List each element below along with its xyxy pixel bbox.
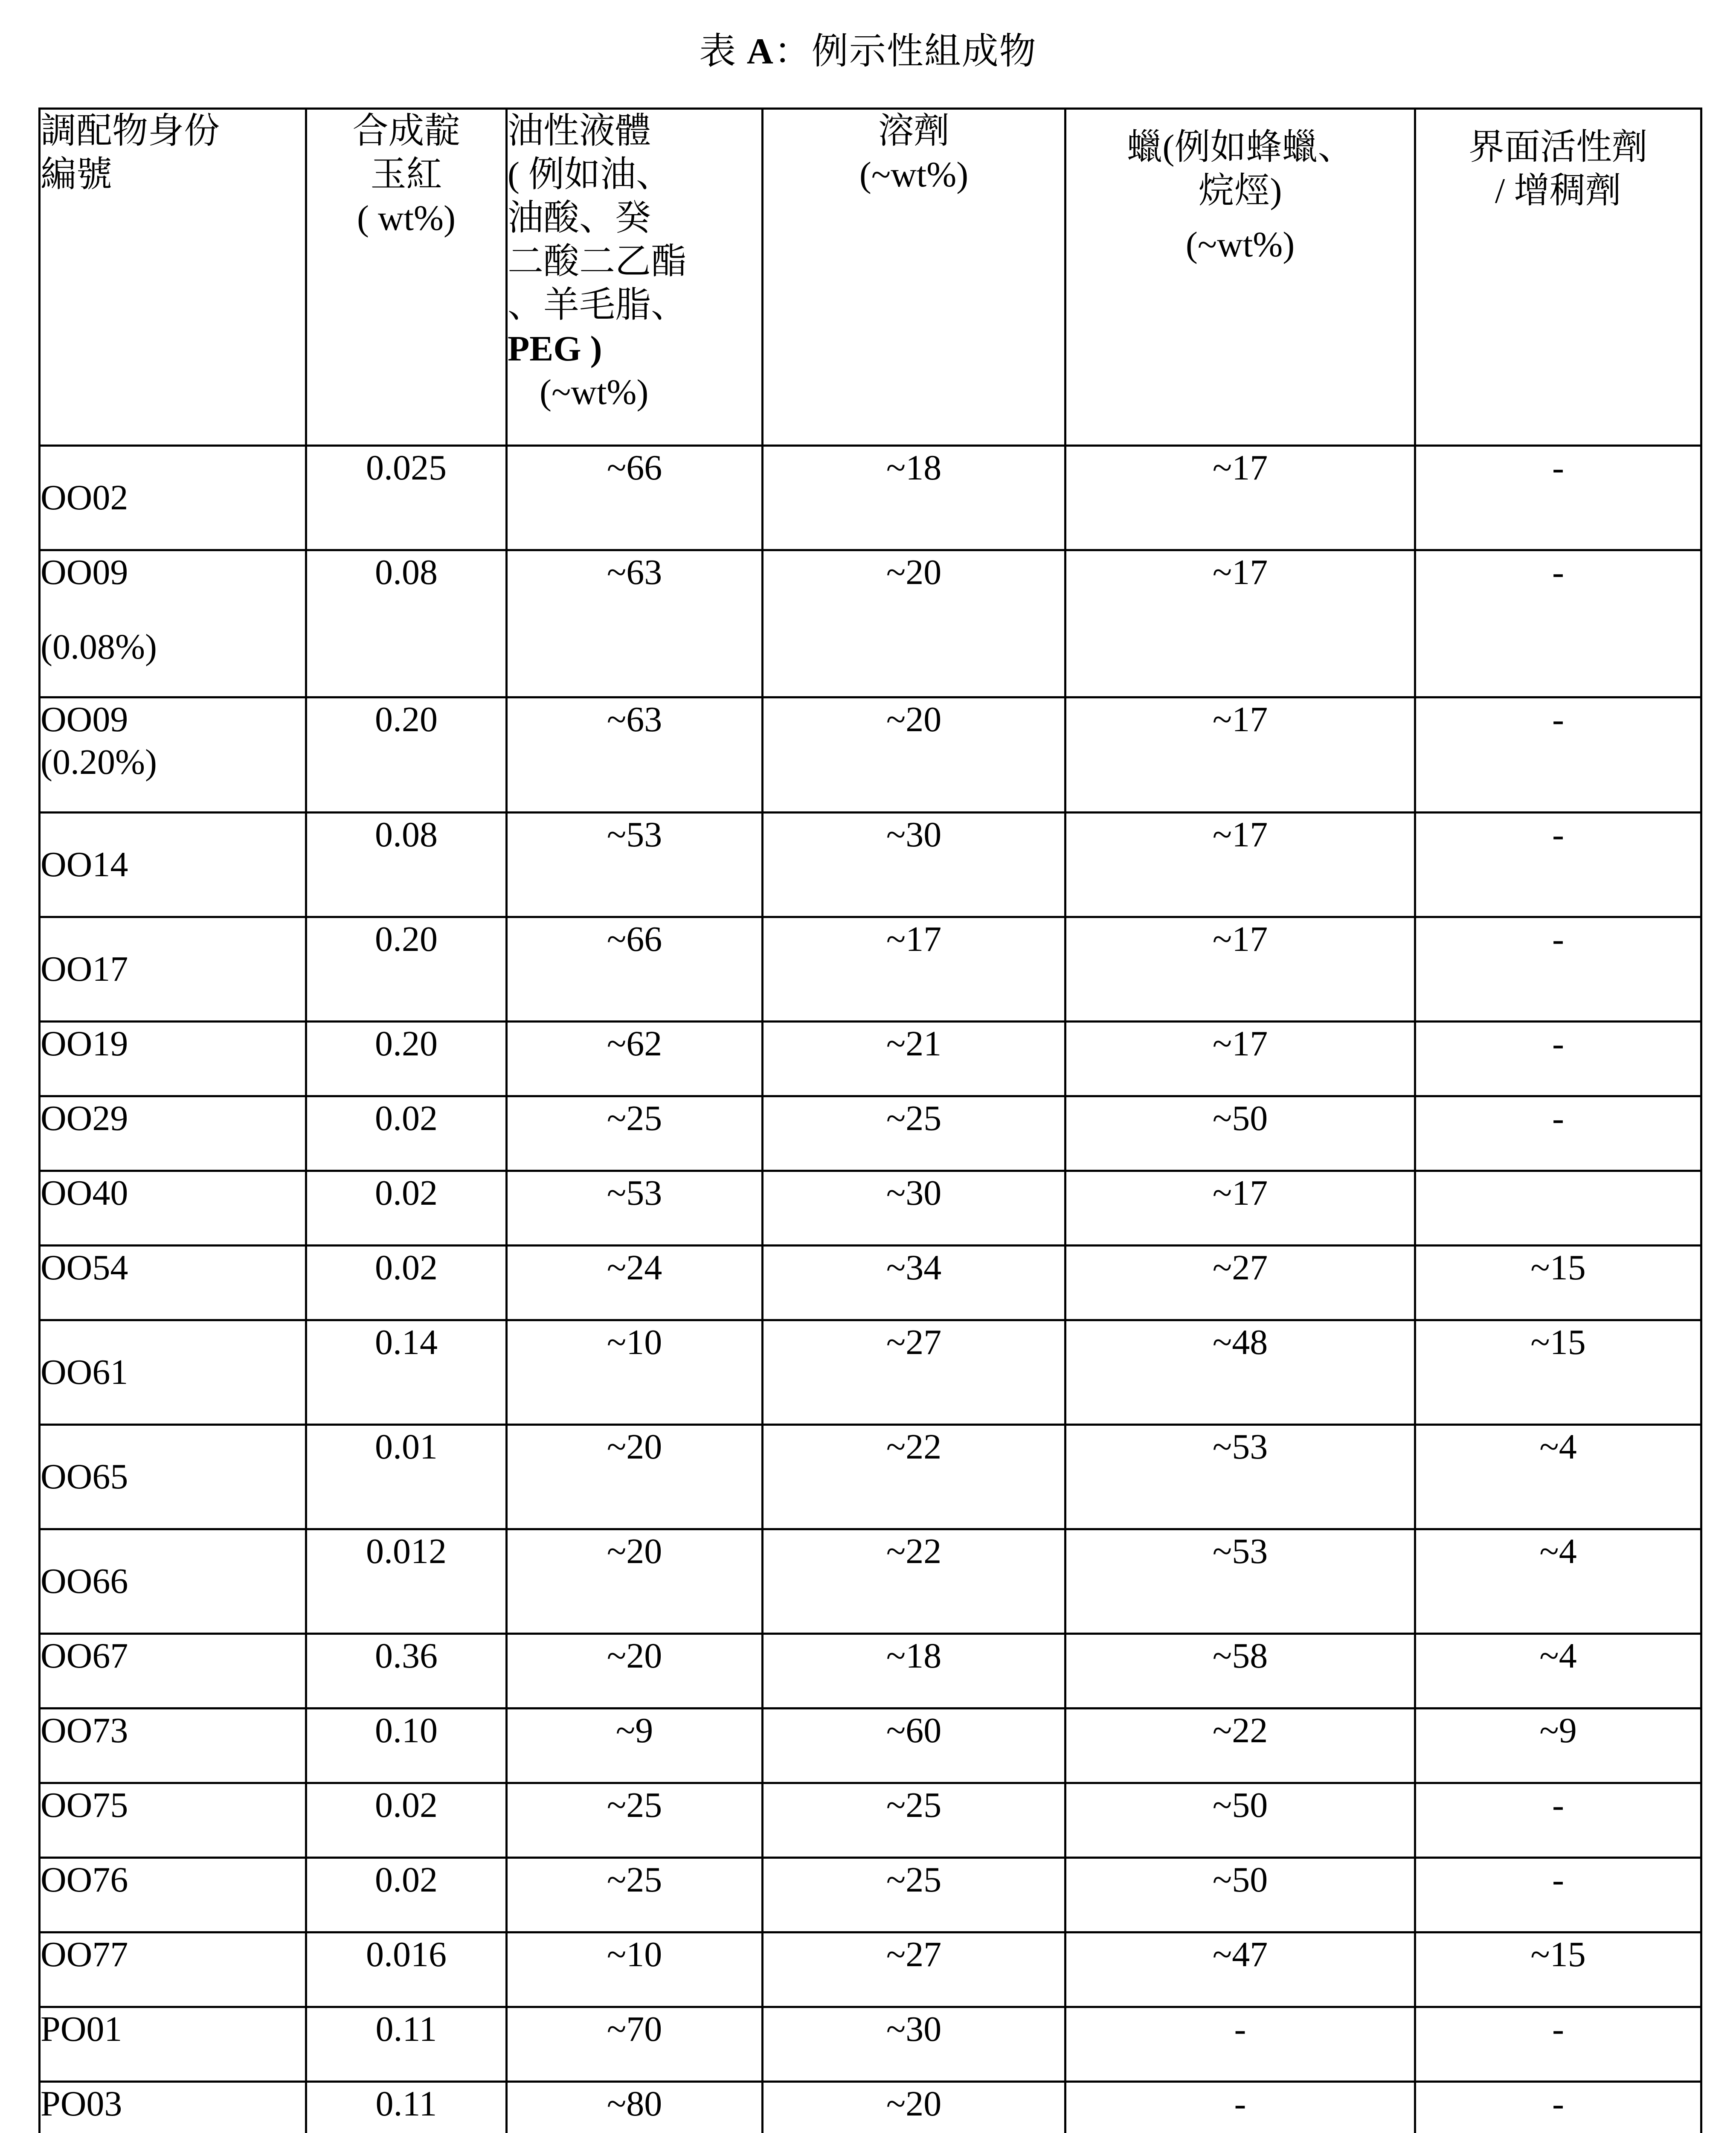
- cell-surfactant: -: [1415, 550, 1701, 697]
- cell-solvent: ~30: [763, 813, 1065, 917]
- table-row: [40, 1634, 1701, 1709]
- cell-indigo: 0.20: [306, 1022, 507, 1096]
- cell-wax: ~17: [1065, 813, 1415, 917]
- header-synthetic-indigo: [306, 109, 507, 446]
- cell-surfactant: -: [1415, 1783, 1701, 1858]
- cell-wax: ~17: [1065, 550, 1415, 697]
- cell-indigo: 0.08: [306, 813, 507, 917]
- cell-wax: ~50: [1065, 1858, 1415, 1932]
- table-title: [0, 30, 1736, 73]
- header-line: 、羊毛脂、: [508, 284, 761, 327]
- cell-solvent: ~30: [763, 2007, 1065, 2082]
- cell-oil: ~25: [507, 1096, 763, 1171]
- cell-indigo: 0.016: [306, 1932, 507, 2007]
- cell-wax: ~17: [1065, 446, 1415, 550]
- cell-surfactant: -: [1415, 697, 1701, 813]
- cell-wax: ~17: [1065, 1171, 1415, 1246]
- cell-wax: ~17: [1065, 917, 1415, 1022]
- cell-wax: ~17: [1065, 697, 1415, 813]
- header-line: 溶劑: [763, 110, 1064, 153]
- header-solvent: [763, 109, 1065, 446]
- table-row: [40, 1783, 1701, 1858]
- cell-surfactant: ~15: [1415, 1320, 1701, 1425]
- cell-indigo: 0.11: [306, 2082, 507, 2133]
- cell-wax: ~50: [1065, 1096, 1415, 1171]
- cell-solvent: ~18: [763, 446, 1065, 550]
- header-line: (~wt%): [763, 153, 1064, 197]
- cell-surfactant: -: [1415, 2007, 1701, 2082]
- cell-formulation-id: OO75: [40, 1783, 306, 1858]
- table-row: [40, 1858, 1701, 1932]
- cell-formulation-id: OO73: [40, 1709, 306, 1783]
- cell-wax: -: [1065, 2007, 1415, 2082]
- cell-oil: ~25: [507, 1858, 763, 1932]
- header-line: (~wt%): [508, 371, 761, 414]
- cell-solvent: ~20: [763, 550, 1065, 697]
- cell-surfactant: -: [1415, 2082, 1701, 2133]
- cell-surfactant: -: [1415, 813, 1701, 917]
- cell-oil: ~70: [507, 2007, 763, 2082]
- header-line: 油酸、癸: [508, 197, 761, 240]
- cell-formulation-id: OO54: [40, 1246, 306, 1320]
- header-surfactant-thickener: [1415, 109, 1701, 446]
- header-oily-liquid: [507, 109, 763, 446]
- header-line: 二酸二乙酯: [508, 240, 761, 284]
- cell-oil: ~10: [507, 1932, 763, 2007]
- cell-solvent: ~21: [763, 1022, 1065, 1096]
- cell-indigo: 0.02: [306, 1096, 507, 1171]
- table-row: [40, 1246, 1701, 1320]
- cell-solvent: ~25: [763, 1783, 1065, 1858]
- header-line: 界面活性劑: [1416, 126, 1700, 169]
- cell-surfactant: [1415, 1171, 1701, 1246]
- cell-formulation-id: OO76: [40, 1858, 306, 1932]
- cell-wax: ~53: [1065, 1425, 1415, 1529]
- cell-solvent: ~25: [763, 1858, 1065, 1932]
- cell-indigo: 0.10: [306, 1709, 507, 1783]
- cell-indigo: 0.02: [306, 1783, 507, 1858]
- header-line: 合成靛: [307, 110, 505, 153]
- cell-solvent: ~27: [763, 1932, 1065, 2007]
- cell-formulation-id: [40, 697, 306, 813]
- cell-formulation-id: OO19: [40, 1022, 306, 1096]
- cell-surfactant: ~4: [1415, 1425, 1701, 1529]
- cell-surfactant: -: [1415, 917, 1701, 1022]
- cell-indigo: 0.01: [306, 1425, 507, 1529]
- cell-solvent: ~18: [763, 1634, 1065, 1709]
- cell-oil: ~10: [507, 1320, 763, 1425]
- cell-wax: ~48: [1065, 1320, 1415, 1425]
- cell-wax: ~17: [1065, 1022, 1415, 1096]
- cell-oil: ~80: [507, 2082, 763, 2133]
- table-row: [40, 1096, 1701, 1171]
- cell-oil: ~66: [507, 446, 763, 550]
- cell-indigo: 0.20: [306, 697, 507, 813]
- cell-formulation-id: [40, 550, 306, 697]
- cell-indigo: 0.02: [306, 1171, 507, 1246]
- header-line: 玉紅: [307, 153, 505, 197]
- header-line: PEG ): [508, 327, 761, 371]
- cell-surfactant: ~15: [1415, 1932, 1701, 2007]
- formulation-id-sub: (0.20%): [41, 741, 305, 784]
- cell-solvent: ~60: [763, 1709, 1065, 1783]
- table-row: [40, 446, 1701, 550]
- header-line: 調配物身份: [41, 110, 305, 153]
- cell-oil: ~25: [507, 1783, 763, 1858]
- table-row: [40, 813, 1701, 917]
- cell-oil: ~53: [507, 1171, 763, 1246]
- table-row: [40, 1171, 1701, 1246]
- header-wax: [1065, 109, 1415, 446]
- cell-indigo: 0.36: [306, 1634, 507, 1709]
- cell-surfactant: -: [1415, 1858, 1701, 1932]
- cell-oil: ~9: [507, 1709, 763, 1783]
- cell-indigo: 0.012: [306, 1529, 507, 1634]
- cell-wax: ~22: [1065, 1709, 1415, 1783]
- cell-formulation-id: OO65: [40, 1425, 306, 1529]
- cell-solvent: ~25: [763, 1096, 1065, 1171]
- cell-indigo: 0.20: [306, 917, 507, 1022]
- cell-formulation-id: OO17: [40, 917, 306, 1022]
- cell-surfactant: ~4: [1415, 1634, 1701, 1709]
- cell-oil: ~20: [507, 1529, 763, 1634]
- table-row: [40, 697, 1701, 813]
- cell-oil: ~20: [507, 1425, 763, 1529]
- cell-solvent: ~17: [763, 917, 1065, 1022]
- cell-formulation-id: OO66: [40, 1529, 306, 1634]
- cell-surfactant: ~4: [1415, 1529, 1701, 1634]
- cell-oil: ~66: [507, 917, 763, 1022]
- cell-formulation-id: PO03: [40, 2082, 306, 2133]
- cell-wax: ~50: [1065, 1783, 1415, 1858]
- cell-indigo: 0.14: [306, 1320, 507, 1425]
- header-line: ( 例如油、: [508, 153, 761, 197]
- cell-oil: ~24: [507, 1246, 763, 1320]
- formulation-id: OO09: [41, 700, 128, 739]
- table-row: [40, 917, 1701, 1022]
- cell-oil: ~63: [507, 550, 763, 697]
- cell-surfactant: -: [1415, 446, 1701, 550]
- cell-wax: ~27: [1065, 1246, 1415, 1320]
- header-line: (~wt%): [1066, 223, 1414, 267]
- cell-wax: ~47: [1065, 1932, 1415, 2007]
- table-row: [40, 550, 1701, 697]
- formulation-id: OO09: [41, 552, 128, 592]
- cell-formulation-id: OO77: [40, 1932, 306, 2007]
- cell-solvent: ~22: [763, 1529, 1065, 1634]
- table-row: [40, 1709, 1701, 1783]
- cell-oil: ~20: [507, 1634, 763, 1709]
- cell-indigo: 0.11: [306, 2007, 507, 2082]
- cell-formulation-id: OO29: [40, 1096, 306, 1171]
- cell-oil: ~53: [507, 813, 763, 917]
- header-formulation-id: [40, 109, 306, 446]
- cell-formulation-id: OO40: [40, 1171, 306, 1246]
- cell-solvent: ~20: [763, 697, 1065, 813]
- formulation-id-sub: (0.08%): [41, 626, 305, 668]
- cell-indigo: 0.02: [306, 1246, 507, 1320]
- header-line: 蠟(例如蜂蠟、: [1066, 126, 1414, 169]
- cell-solvent: ~22: [763, 1425, 1065, 1529]
- table-row: [40, 1425, 1701, 1529]
- cell-formulation-id: PO01: [40, 2007, 306, 2082]
- cell-surfactant: ~15: [1415, 1246, 1701, 1320]
- cell-surfactant: ~9: [1415, 1709, 1701, 1783]
- cell-oil: ~62: [507, 1022, 763, 1096]
- table-row: [40, 2007, 1701, 2082]
- table-row: [40, 2082, 1701, 2133]
- cell-surfactant: -: [1415, 1096, 1701, 1171]
- table-row: [40, 1932, 1701, 2007]
- cell-oil: ~63: [507, 697, 763, 813]
- table-row: [40, 1529, 1701, 1634]
- cell-wax: ~53: [1065, 1529, 1415, 1634]
- cell-formulation-id: OO61: [40, 1320, 306, 1425]
- cell-wax: -: [1065, 2082, 1415, 2133]
- table-title-prefix: 表: [699, 31, 747, 72]
- table-title-label: A: [747, 31, 774, 72]
- table-row: [40, 1022, 1701, 1096]
- cell-formulation-id: OO02: [40, 446, 306, 550]
- composition-table: [38, 108, 1702, 2133]
- table-title-suffix: ：例示性組成物: [774, 31, 1037, 72]
- cell-wax: ~58: [1065, 1634, 1415, 1709]
- cell-solvent: ~20: [763, 2082, 1065, 2133]
- cell-formulation-id: OO67: [40, 1634, 306, 1709]
- header-line: 油性液體: [508, 110, 761, 153]
- header-line: ( wt%): [307, 197, 505, 240]
- cell-indigo: 0.08: [306, 550, 507, 697]
- cell-solvent: ~34: [763, 1246, 1065, 1320]
- cell-solvent: ~30: [763, 1171, 1065, 1246]
- header-line: 編號: [41, 153, 305, 197]
- cell-indigo: 0.02: [306, 1858, 507, 1932]
- header-row: [40, 109, 1701, 446]
- header-line: 烷烴): [1066, 169, 1414, 213]
- cell-indigo: 0.025: [306, 446, 507, 550]
- table-row: [40, 1320, 1701, 1425]
- cell-surfactant: -: [1415, 1022, 1701, 1096]
- cell-solvent: ~27: [763, 1320, 1065, 1425]
- header-line: / 增稠劑: [1416, 169, 1700, 213]
- cell-formulation-id: OO14: [40, 813, 306, 917]
